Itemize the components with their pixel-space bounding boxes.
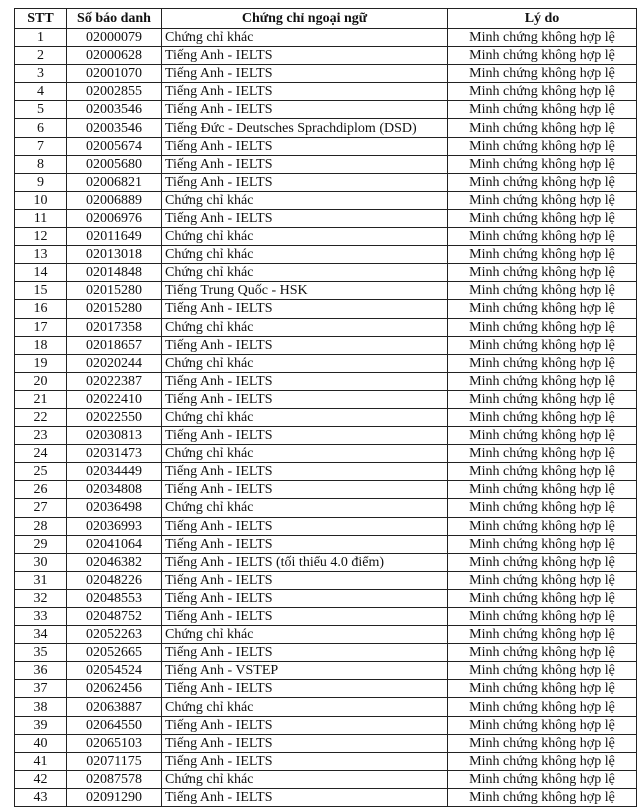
cell-stt: 20 xyxy=(15,372,67,390)
cell-chung-chi: Chứng chỉ khác xyxy=(162,698,448,716)
table-header xyxy=(15,9,637,29)
cell-chung-chi: Tiếng Anh - IELTS xyxy=(162,300,448,318)
cell-so-bao-danh: 02020244 xyxy=(67,354,162,372)
table-row xyxy=(15,228,637,246)
cell-stt: 15 xyxy=(15,282,67,300)
cell-ly-do: Minh chứng không hợp lệ xyxy=(448,626,637,644)
cell-so-bao-danh: 02071175 xyxy=(67,752,162,770)
column-header-chung-chi: Chứng chỉ ngoại ngữ xyxy=(162,9,448,29)
cell-chung-chi: Tiếng Anh - IELTS xyxy=(162,155,448,173)
table-row xyxy=(15,680,637,698)
cell-ly-do: Minh chứng không hợp lệ xyxy=(448,481,637,499)
cell-stt: 29 xyxy=(15,535,67,553)
cell-stt: 21 xyxy=(15,390,67,408)
cell-ly-do: Minh chứng không hợp lệ xyxy=(448,427,637,445)
cell-so-bao-danh: 02006821 xyxy=(67,173,162,191)
cell-stt: 41 xyxy=(15,752,67,770)
table-row xyxy=(15,445,637,463)
cell-ly-do: Minh chứng không hợp lệ xyxy=(448,65,637,83)
cell-ly-do: Minh chứng không hợp lệ xyxy=(448,29,637,47)
cell-so-bao-danh: 02011649 xyxy=(67,228,162,246)
cell-so-bao-danh: 02031473 xyxy=(67,445,162,463)
cell-ly-do: Minh chứng không hợp lệ xyxy=(448,390,637,408)
cell-so-bao-danh: 02002855 xyxy=(67,83,162,101)
cell-ly-do: Minh chứng không hợp lệ xyxy=(448,173,637,191)
cell-ly-do: Minh chứng không hợp lệ xyxy=(448,191,637,209)
column-header-ly-do: Lý do xyxy=(448,9,637,29)
table-row xyxy=(15,644,637,662)
table-row xyxy=(15,318,637,336)
table-row xyxy=(15,173,637,191)
cell-chung-chi: Tiếng Đức - Deutsches Sprachdiplom (DSD) xyxy=(162,119,448,137)
cell-stt: 42 xyxy=(15,770,67,788)
cell-ly-do: Minh chứng không hợp lệ xyxy=(448,463,637,481)
cell-ly-do: Minh chứng không hợp lệ xyxy=(448,680,637,698)
cell-ly-do: Minh chứng không hợp lệ xyxy=(448,445,637,463)
cell-stt: 31 xyxy=(15,571,67,589)
cell-ly-do: Minh chứng không hợp lệ xyxy=(448,282,637,300)
table-row xyxy=(15,101,637,119)
table-row xyxy=(15,155,637,173)
cell-chung-chi: Tiếng Anh - IELTS xyxy=(162,101,448,119)
cell-stt: 37 xyxy=(15,680,67,698)
table-row xyxy=(15,246,637,264)
table-row xyxy=(15,463,637,481)
cell-ly-do: Minh chứng không hợp lệ xyxy=(448,734,637,752)
cell-so-bao-danh: 02048226 xyxy=(67,571,162,589)
cell-ly-do: Minh chứng không hợp lệ xyxy=(448,336,637,354)
cell-chung-chi: Tiếng Anh - IELTS xyxy=(162,427,448,445)
cell-so-bao-danh: 02001070 xyxy=(67,65,162,83)
cell-chung-chi: Tiếng Anh - IELTS xyxy=(162,390,448,408)
cell-stt: 22 xyxy=(15,408,67,426)
cell-ly-do: Minh chứng không hợp lệ xyxy=(448,535,637,553)
cell-stt: 36 xyxy=(15,662,67,680)
cell-ly-do: Minh chứng không hợp lệ xyxy=(448,644,637,662)
cell-ly-do: Minh chứng không hợp lệ xyxy=(448,228,637,246)
cell-ly-do: Minh chứng không hợp lệ xyxy=(448,571,637,589)
cell-so-bao-danh: 02036498 xyxy=(67,499,162,517)
table-row xyxy=(15,282,637,300)
cell-stt: 28 xyxy=(15,517,67,535)
table-row xyxy=(15,29,637,47)
cell-ly-do: Minh chứng không hợp lệ xyxy=(448,408,637,426)
cell-ly-do: Minh chứng không hợp lệ xyxy=(448,662,637,680)
cell-ly-do: Minh chứng không hợp lệ xyxy=(448,47,637,65)
cell-chung-chi: Tiếng Anh - IELTS xyxy=(162,481,448,499)
table-row xyxy=(15,372,637,390)
cell-so-bao-danh: 02065103 xyxy=(67,734,162,752)
cell-so-bao-danh: 02034449 xyxy=(67,463,162,481)
cell-so-bao-danh: 02005674 xyxy=(67,137,162,155)
cell-so-bao-danh: 02022387 xyxy=(67,372,162,390)
cell-chung-chi: Chứng chỉ khác xyxy=(162,408,448,426)
cell-ly-do: Minh chứng không hợp lệ xyxy=(448,770,637,788)
cell-chung-chi: Tiếng Anh - VSTEP xyxy=(162,662,448,680)
table-row xyxy=(15,191,637,209)
table-row xyxy=(15,408,637,426)
cell-so-bao-danh: 02063887 xyxy=(67,698,162,716)
cell-so-bao-danh: 02048752 xyxy=(67,608,162,626)
cell-stt: 30 xyxy=(15,553,67,571)
table-row xyxy=(15,119,637,137)
cell-ly-do: Minh chứng không hợp lệ xyxy=(448,499,637,517)
cell-chung-chi: Tiếng Anh - IELTS xyxy=(162,589,448,607)
cell-stt: 6 xyxy=(15,119,67,137)
cell-stt: 27 xyxy=(15,499,67,517)
cell-chung-chi: Tiếng Anh - IELTS xyxy=(162,752,448,770)
cell-stt: 11 xyxy=(15,209,67,227)
cell-so-bao-danh: 02091290 xyxy=(67,788,162,806)
cell-chung-chi: Chứng chỉ khác xyxy=(162,246,448,264)
column-header-sbd: Số báo danh xyxy=(67,9,162,29)
cell-ly-do: Minh chứng không hợp lệ xyxy=(448,83,637,101)
cell-ly-do: Minh chứng không hợp lệ xyxy=(448,354,637,372)
table-row xyxy=(15,427,637,445)
cell-chung-chi: Tiếng Anh - IELTS xyxy=(162,644,448,662)
table-row xyxy=(15,300,637,318)
table-row xyxy=(15,608,637,626)
table-row xyxy=(15,209,637,227)
cell-stt: 25 xyxy=(15,463,67,481)
cell-so-bao-danh: 02048553 xyxy=(67,589,162,607)
cell-chung-chi: Chứng chỉ khác xyxy=(162,191,448,209)
cell-chung-chi: Tiếng Anh - IELTS (tối thiểu 4.0 điểm) xyxy=(162,553,448,571)
cell-stt: 10 xyxy=(15,191,67,209)
cell-chung-chi: Tiếng Anh - IELTS xyxy=(162,680,448,698)
cell-stt: 38 xyxy=(15,698,67,716)
cell-stt: 4 xyxy=(15,83,67,101)
cell-chung-chi: Chứng chỉ khác xyxy=(162,770,448,788)
cell-stt: 32 xyxy=(15,589,67,607)
cell-stt: 39 xyxy=(15,716,67,734)
table-row xyxy=(15,83,637,101)
cell-so-bao-danh: 02018657 xyxy=(67,336,162,354)
cell-chung-chi: Tiếng Anh - IELTS xyxy=(162,209,448,227)
cell-ly-do: Minh chứng không hợp lệ xyxy=(448,209,637,227)
cell-stt: 8 xyxy=(15,155,67,173)
cell-stt: 12 xyxy=(15,228,67,246)
table-row xyxy=(15,264,637,282)
cell-chung-chi: Tiếng Anh - IELTS xyxy=(162,137,448,155)
cell-stt: 26 xyxy=(15,481,67,499)
cell-so-bao-danh: 02034808 xyxy=(67,481,162,499)
cell-stt: 7 xyxy=(15,137,67,155)
cell-ly-do: Minh chứng không hợp lệ xyxy=(448,101,637,119)
cell-so-bao-danh: 02046382 xyxy=(67,553,162,571)
table-row xyxy=(15,390,637,408)
table-row xyxy=(15,481,637,499)
cell-chung-chi: Tiếng Anh - IELTS xyxy=(162,83,448,101)
cell-chung-chi: Tiếng Anh - IELTS xyxy=(162,535,448,553)
header-row xyxy=(15,9,637,29)
cell-so-bao-danh: 02030813 xyxy=(67,427,162,445)
cell-chung-chi: Tiếng Anh - IELTS xyxy=(162,173,448,191)
cell-chung-chi: Tiếng Anh - IELTS xyxy=(162,463,448,481)
cell-stt: 23 xyxy=(15,427,67,445)
cell-stt: 19 xyxy=(15,354,67,372)
cell-so-bao-danh: 02013018 xyxy=(67,246,162,264)
table-row xyxy=(15,788,637,806)
cell-ly-do: Minh chứng không hợp lệ xyxy=(448,155,637,173)
cell-so-bao-danh: 02006976 xyxy=(67,209,162,227)
cell-chung-chi: Tiếng Anh - IELTS xyxy=(162,734,448,752)
table-row xyxy=(15,752,637,770)
table-row xyxy=(15,65,637,83)
cell-so-bao-danh: 02054524 xyxy=(67,662,162,680)
cell-so-bao-danh: 02000628 xyxy=(67,47,162,65)
cell-ly-do: Minh chứng không hợp lệ xyxy=(448,788,637,806)
cell-stt: 14 xyxy=(15,264,67,282)
cell-so-bao-danh: 02036993 xyxy=(67,517,162,535)
cell-stt: 9 xyxy=(15,173,67,191)
rejected-certificates-table xyxy=(14,8,637,807)
cell-ly-do: Minh chứng không hợp lệ xyxy=(448,372,637,390)
cell-stt: 3 xyxy=(15,65,67,83)
cell-so-bao-danh: 02003546 xyxy=(67,101,162,119)
cell-stt: 5 xyxy=(15,101,67,119)
cell-ly-do: Minh chứng không hợp lệ xyxy=(448,119,637,137)
cell-ly-do: Minh chứng không hợp lệ xyxy=(448,698,637,716)
cell-chung-chi: Tiếng Anh - IELTS xyxy=(162,716,448,734)
table-row xyxy=(15,47,637,65)
table-row xyxy=(15,698,637,716)
table-row xyxy=(15,770,637,788)
cell-chung-chi: Chứng chỉ khác xyxy=(162,499,448,517)
cell-so-bao-danh: 02005680 xyxy=(67,155,162,173)
table-row xyxy=(15,553,637,571)
cell-stt: 34 xyxy=(15,626,67,644)
cell-chung-chi: Chứng chỉ khác xyxy=(162,354,448,372)
cell-stt: 16 xyxy=(15,300,67,318)
cell-chung-chi: Chứng chỉ khác xyxy=(162,318,448,336)
cell-chung-chi: Tiếng Anh - IELTS xyxy=(162,788,448,806)
cell-chung-chi: Tiếng Anh - IELTS xyxy=(162,608,448,626)
cell-stt: 40 xyxy=(15,734,67,752)
cell-stt: 43 xyxy=(15,788,67,806)
column-header-stt: STT xyxy=(15,9,67,29)
table-row xyxy=(15,571,637,589)
table-body xyxy=(15,29,637,807)
cell-ly-do: Minh chứng không hợp lệ xyxy=(448,589,637,607)
table-row xyxy=(15,626,637,644)
cell-chung-chi: Chứng chỉ khác xyxy=(162,29,448,47)
cell-ly-do: Minh chứng không hợp lệ xyxy=(448,517,637,535)
cell-so-bao-danh: 02064550 xyxy=(67,716,162,734)
table-row xyxy=(15,137,637,155)
cell-ly-do: Minh chứng không hợp lệ xyxy=(448,716,637,734)
cell-ly-do: Minh chứng không hợp lệ xyxy=(448,264,637,282)
cell-chung-chi: Chứng chỉ khác xyxy=(162,264,448,282)
cell-so-bao-danh: 02017358 xyxy=(67,318,162,336)
cell-so-bao-danh: 02087578 xyxy=(67,770,162,788)
cell-so-bao-danh: 02052665 xyxy=(67,644,162,662)
table-row xyxy=(15,517,637,535)
cell-stt: 13 xyxy=(15,246,67,264)
cell-so-bao-danh: 02000079 xyxy=(67,29,162,47)
cell-stt: 2 xyxy=(15,47,67,65)
cell-so-bao-danh: 02006889 xyxy=(67,191,162,209)
results-sheet xyxy=(14,8,636,807)
table-row xyxy=(15,535,637,553)
cell-chung-chi: Chứng chỉ khác xyxy=(162,445,448,463)
cell-chung-chi: Tiếng Trung Quốc - HSK xyxy=(162,282,448,300)
table-row xyxy=(15,354,637,372)
cell-stt: 17 xyxy=(15,318,67,336)
cell-chung-chi: Chứng chỉ khác xyxy=(162,626,448,644)
cell-ly-do: Minh chứng không hợp lệ xyxy=(448,752,637,770)
cell-ly-do: Minh chứng không hợp lệ xyxy=(448,137,637,155)
cell-ly-do: Minh chứng không hợp lệ xyxy=(448,553,637,571)
cell-so-bao-danh: 02022410 xyxy=(67,390,162,408)
cell-so-bao-danh: 02052263 xyxy=(67,626,162,644)
cell-so-bao-danh: 02003546 xyxy=(67,119,162,137)
cell-chung-chi: Tiếng Anh - IELTS xyxy=(162,47,448,65)
cell-chung-chi: Tiếng Anh - IELTS xyxy=(162,571,448,589)
cell-ly-do: Minh chứng không hợp lệ xyxy=(448,608,637,626)
cell-chung-chi: Tiếng Anh - IELTS xyxy=(162,372,448,390)
cell-stt: 24 xyxy=(15,445,67,463)
cell-chung-chi: Tiếng Anh - IELTS xyxy=(162,517,448,535)
cell-stt: 18 xyxy=(15,336,67,354)
cell-ly-do: Minh chứng không hợp lệ xyxy=(448,318,637,336)
table-row xyxy=(15,734,637,752)
cell-so-bao-danh: 02014848 xyxy=(67,264,162,282)
table-row xyxy=(15,716,637,734)
cell-chung-chi: Tiếng Anh - IELTS xyxy=(162,65,448,83)
cell-so-bao-danh: 02062456 xyxy=(67,680,162,698)
table-row xyxy=(15,662,637,680)
cell-so-bao-danh: 02015280 xyxy=(67,300,162,318)
cell-so-bao-danh: 02041064 xyxy=(67,535,162,553)
cell-ly-do: Minh chứng không hợp lệ xyxy=(448,300,637,318)
cell-stt: 35 xyxy=(15,644,67,662)
cell-so-bao-danh: 02015280 xyxy=(67,282,162,300)
cell-chung-chi: Tiếng Anh - IELTS xyxy=(162,336,448,354)
table-row xyxy=(15,589,637,607)
cell-stt: 33 xyxy=(15,608,67,626)
cell-so-bao-danh: 02022550 xyxy=(67,408,162,426)
cell-chung-chi: Chứng chỉ khác xyxy=(162,228,448,246)
table-row xyxy=(15,336,637,354)
cell-ly-do: Minh chứng không hợp lệ xyxy=(448,246,637,264)
cell-stt: 1 xyxy=(15,29,67,47)
table-row xyxy=(15,499,637,517)
